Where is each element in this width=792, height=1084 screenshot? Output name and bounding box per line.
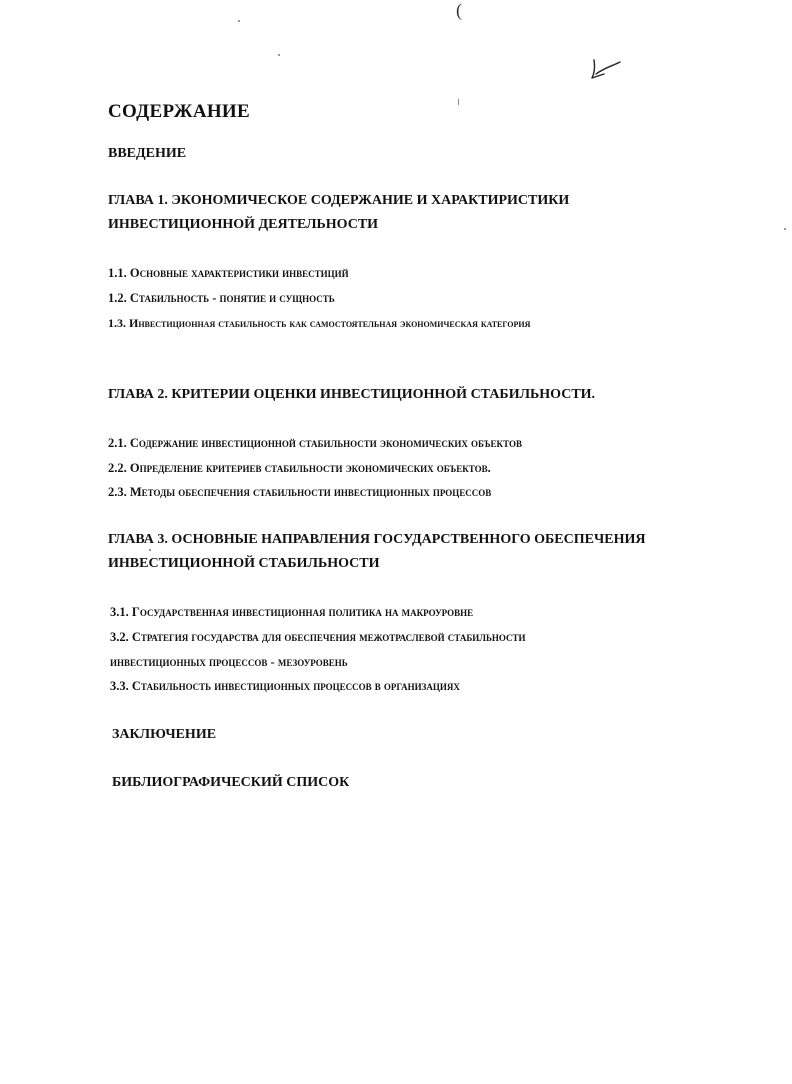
chapter-title-line: ИНВЕСТИЦИОННОЙ СТАБИЛЬНОСТИ bbox=[108, 556, 380, 571]
scan-mark: ( bbox=[456, 0, 462, 20]
chapter-title-line: ГЛАВА 2. КРИТЕРИИ ОЦЕНКИ ИНВЕСТИЦИОННОЙ СТАБИЛЬНОСТИ. bbox=[108, 387, 596, 402]
toc-title: СОДЕРЖАНИЕ bbox=[108, 101, 250, 122]
section-label: инвестиционных процессов - мезоуровень bbox=[110, 655, 348, 669]
handwritten-signature bbox=[586, 56, 626, 84]
section-label: 3.3. Стабильность инвестиционных процессов в организациях bbox=[110, 679, 460, 693]
chapter-title-line: ГЛАВА 1. ЭКОНОМИЧЕСКОЕ СОДЕРЖАНИЕ И ХАРАКТИРИСТИКИ bbox=[108, 193, 570, 208]
section-label: 1.2. Стабильность - понятие и сущность bbox=[108, 291, 335, 305]
section-label: 2.1. Содержание инвестиционной стабильности экономических объектов bbox=[108, 436, 522, 450]
section-label: 2.2. Определение критериев стабильности экономических объектов. bbox=[108, 461, 491, 475]
scan-speck bbox=[784, 228, 786, 230]
toc-entry-label: ЗАКЛЮЧЕНИЕ bbox=[112, 727, 217, 742]
chapter-title-line: ГЛАВА 3. ОСНОВНЫЕ НАПРАВЛЕНИЯ ГОСУДАРСТВЕННОГО ОБЕСПЕЧЕНИЯ bbox=[108, 532, 646, 547]
section-label: 2.3. Методы обеспечения стабильности инвестиционных процессов bbox=[108, 485, 492, 499]
scan-speck bbox=[278, 54, 280, 56]
scan-speck bbox=[149, 549, 151, 551]
toc-entry-label: ВВЕДЕНИЕ bbox=[108, 146, 187, 161]
scan-speck bbox=[458, 99, 459, 105]
toc-entry-label: БИБЛИОГРАФИЧЕСКИЙ СПИСОК bbox=[112, 775, 350, 790]
section-label: 3.1. Государственная инвестиционная политика на макроуровне bbox=[110, 605, 474, 619]
chapter-title-line: ИНВЕСТИЦИОННОЙ ДЕЯТЕЛЬНОСТИ bbox=[108, 217, 379, 232]
section-label: 1.3. Инвестиционная стабильность как самостоятельная экономическая категория bbox=[108, 316, 531, 330]
scan-speck bbox=[238, 20, 240, 22]
section-label: 1.1. Основные характеристики инвестиций bbox=[108, 266, 349, 280]
section-label: 3.2. Стратегия государства для обеспечения межотраслевой стабильности bbox=[110, 630, 526, 644]
